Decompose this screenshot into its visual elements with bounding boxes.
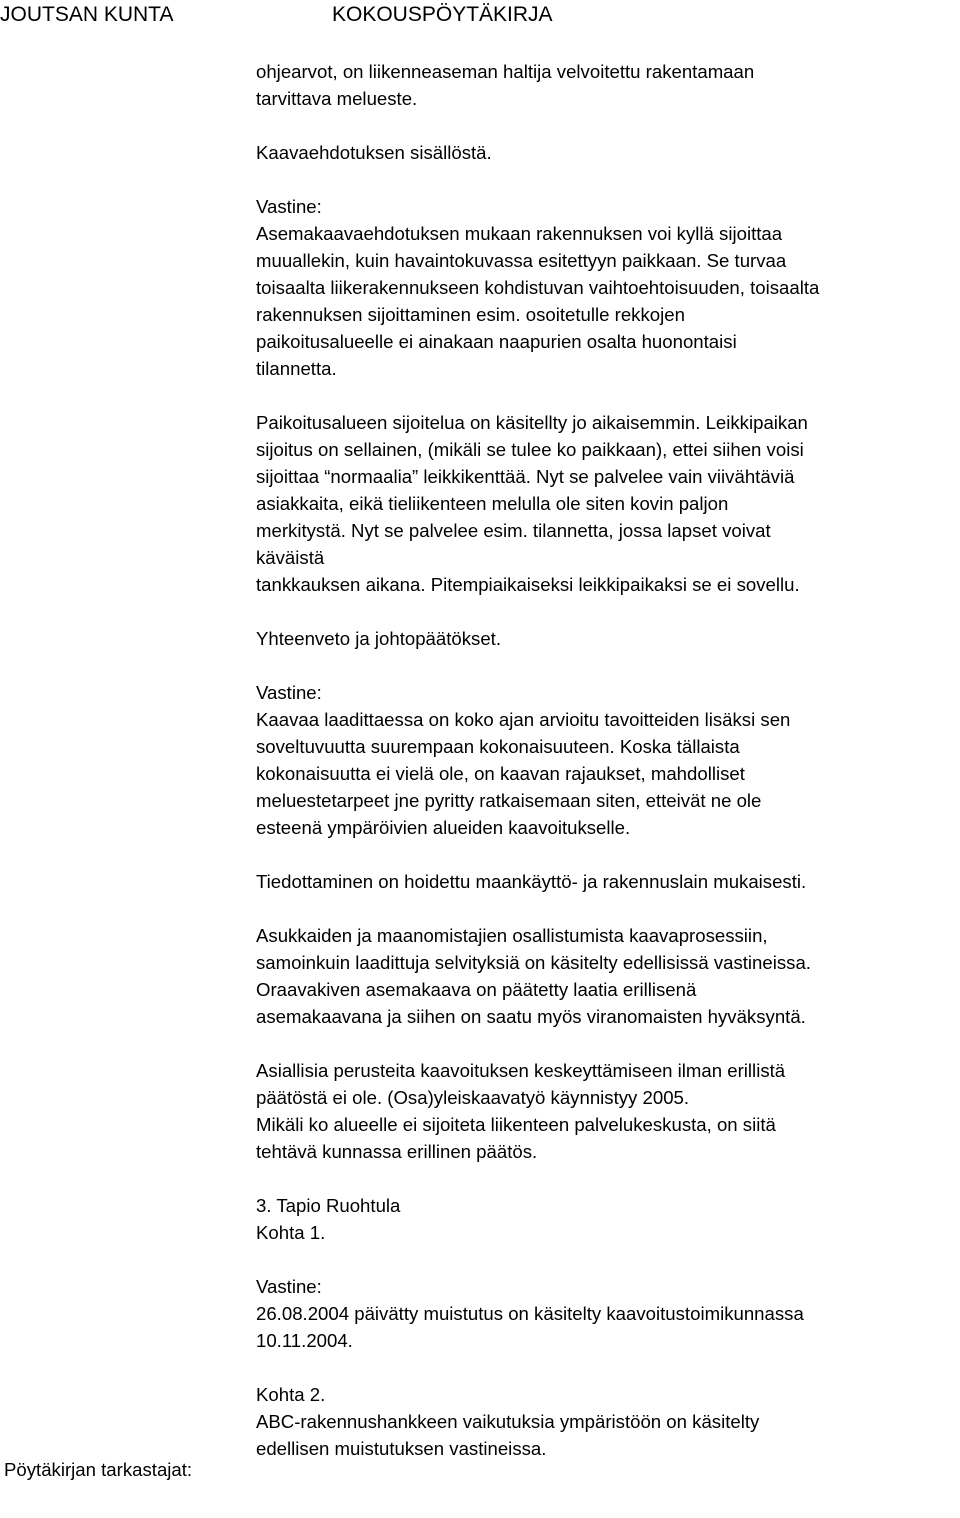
document-body (256, 58, 960, 1489)
paragraph-1: ohjearvot, on liikenneaseman haltija velvoitettu rakentamaan tarvittava melueste. (256, 61, 755, 109)
municipality-header: JOUTSAN KUNTA (0, 3, 174, 26)
reviewers-label: Pöytäkirjan tarkastajat: (4, 1459, 193, 1480)
paragraph-7: Tiedottaminen on hoidettu maankäyttö- ja rakennuslain mukaisesti. (256, 871, 807, 892)
paragraph-8: Asukkaiden ja maanomistajien osallistumista kaavaprosessiin, samoinkuin laadittuja selvityksiä on käsitelty edellisissä vastineissa. Oraavakiven asemakaava on päätetty laatia erillisenä asemakaavana ja siihen on saatu myös viranomaisten hyväksyntä. (256, 925, 811, 1027)
paragraph-5: Yhteenveto ja johtopäätökset. (256, 628, 501, 649)
paragraph-11: Vastine: 26.08.2004 päivätty muistutus on käsitelty kaavoitustoimikunnassa 10.11.2004. (256, 1276, 804, 1351)
paragraph-2: Kaavaehdotuksen sisällöstä. (256, 142, 492, 163)
document-type-header: KOKOUSPÖYTÄKIRJA (332, 3, 553, 26)
paragraph-3: Vastine: Asemakaavaehdotuksen mukaan rakennuksen voi kyllä sijoittaa muuallekin, kuin havaintokuvassa esitettyyn paikkaan. Se turvaa toisaalta liikerakennukseen kohdistuvan vaihtoehtoisuuden, toisaalta rakennuksen sijoittaminen esim. osoitetulle rekkojen paikoitusalueelle ei ainakaan naapurien osalta huonontaisi tilannetta. (256, 196, 820, 379)
paragraph-4: Paikoitusalueen sijoitelua on käsitellty jo aikaisemmin. Leikkipaikan sijoitus on sellainen, (mikäli se tulee ko paikkaan), ettei siihen voisi sijoittaa “normaalia” leikkikenttää. Nyt se palvelee vain viivähtäviä asiakkaita, eikä tieliikenteen melulla ole siten kovin paljon merkitystä. Nyt se palvelee esim. tilannetta, jossa lapset voivat käväistä tankkauksen aikana. Pitempiaikaiseksi leikkipaikaksi se ei sovellu. (256, 412, 808, 595)
paragraph-10: 3. Tapio Ruohtula Kohta 1. (256, 1195, 401, 1243)
paragraph-6: Vastine: Kaavaa laadittaessa on koko ajan arvioitu tavoitteiden lisäksi sen soveltuvuutta suurempaan kokonaisuuteen. Koska tällaista kokonaisuutta ei vielä ole, on kaavan rajaukset, mahdolliset meluestetarpeet jne pyritty ratkaisemaan siten, etteivät ne ole esteenä ympäröivien alueiden kaavoitukselle. (256, 682, 791, 838)
paragraph-9: Asiallisia perusteita kaavoituksen keskeyttämiseen ilman erillistä päätöstä ei ole. (Osa)yleiskaavatyö käynnistyy 2005. Mikäli ko alueelle ei sijoiteta liikenteen palvelukeskusta, on siitä tehtävä kunnassa erillinen päätös. (256, 1060, 786, 1162)
paragraph-12: Kohta 2. ABC-rakennushankkeen vaikutuksia ympäristöön on käsitelty edellisen muistutuksen vastineissa. (256, 1384, 760, 1459)
